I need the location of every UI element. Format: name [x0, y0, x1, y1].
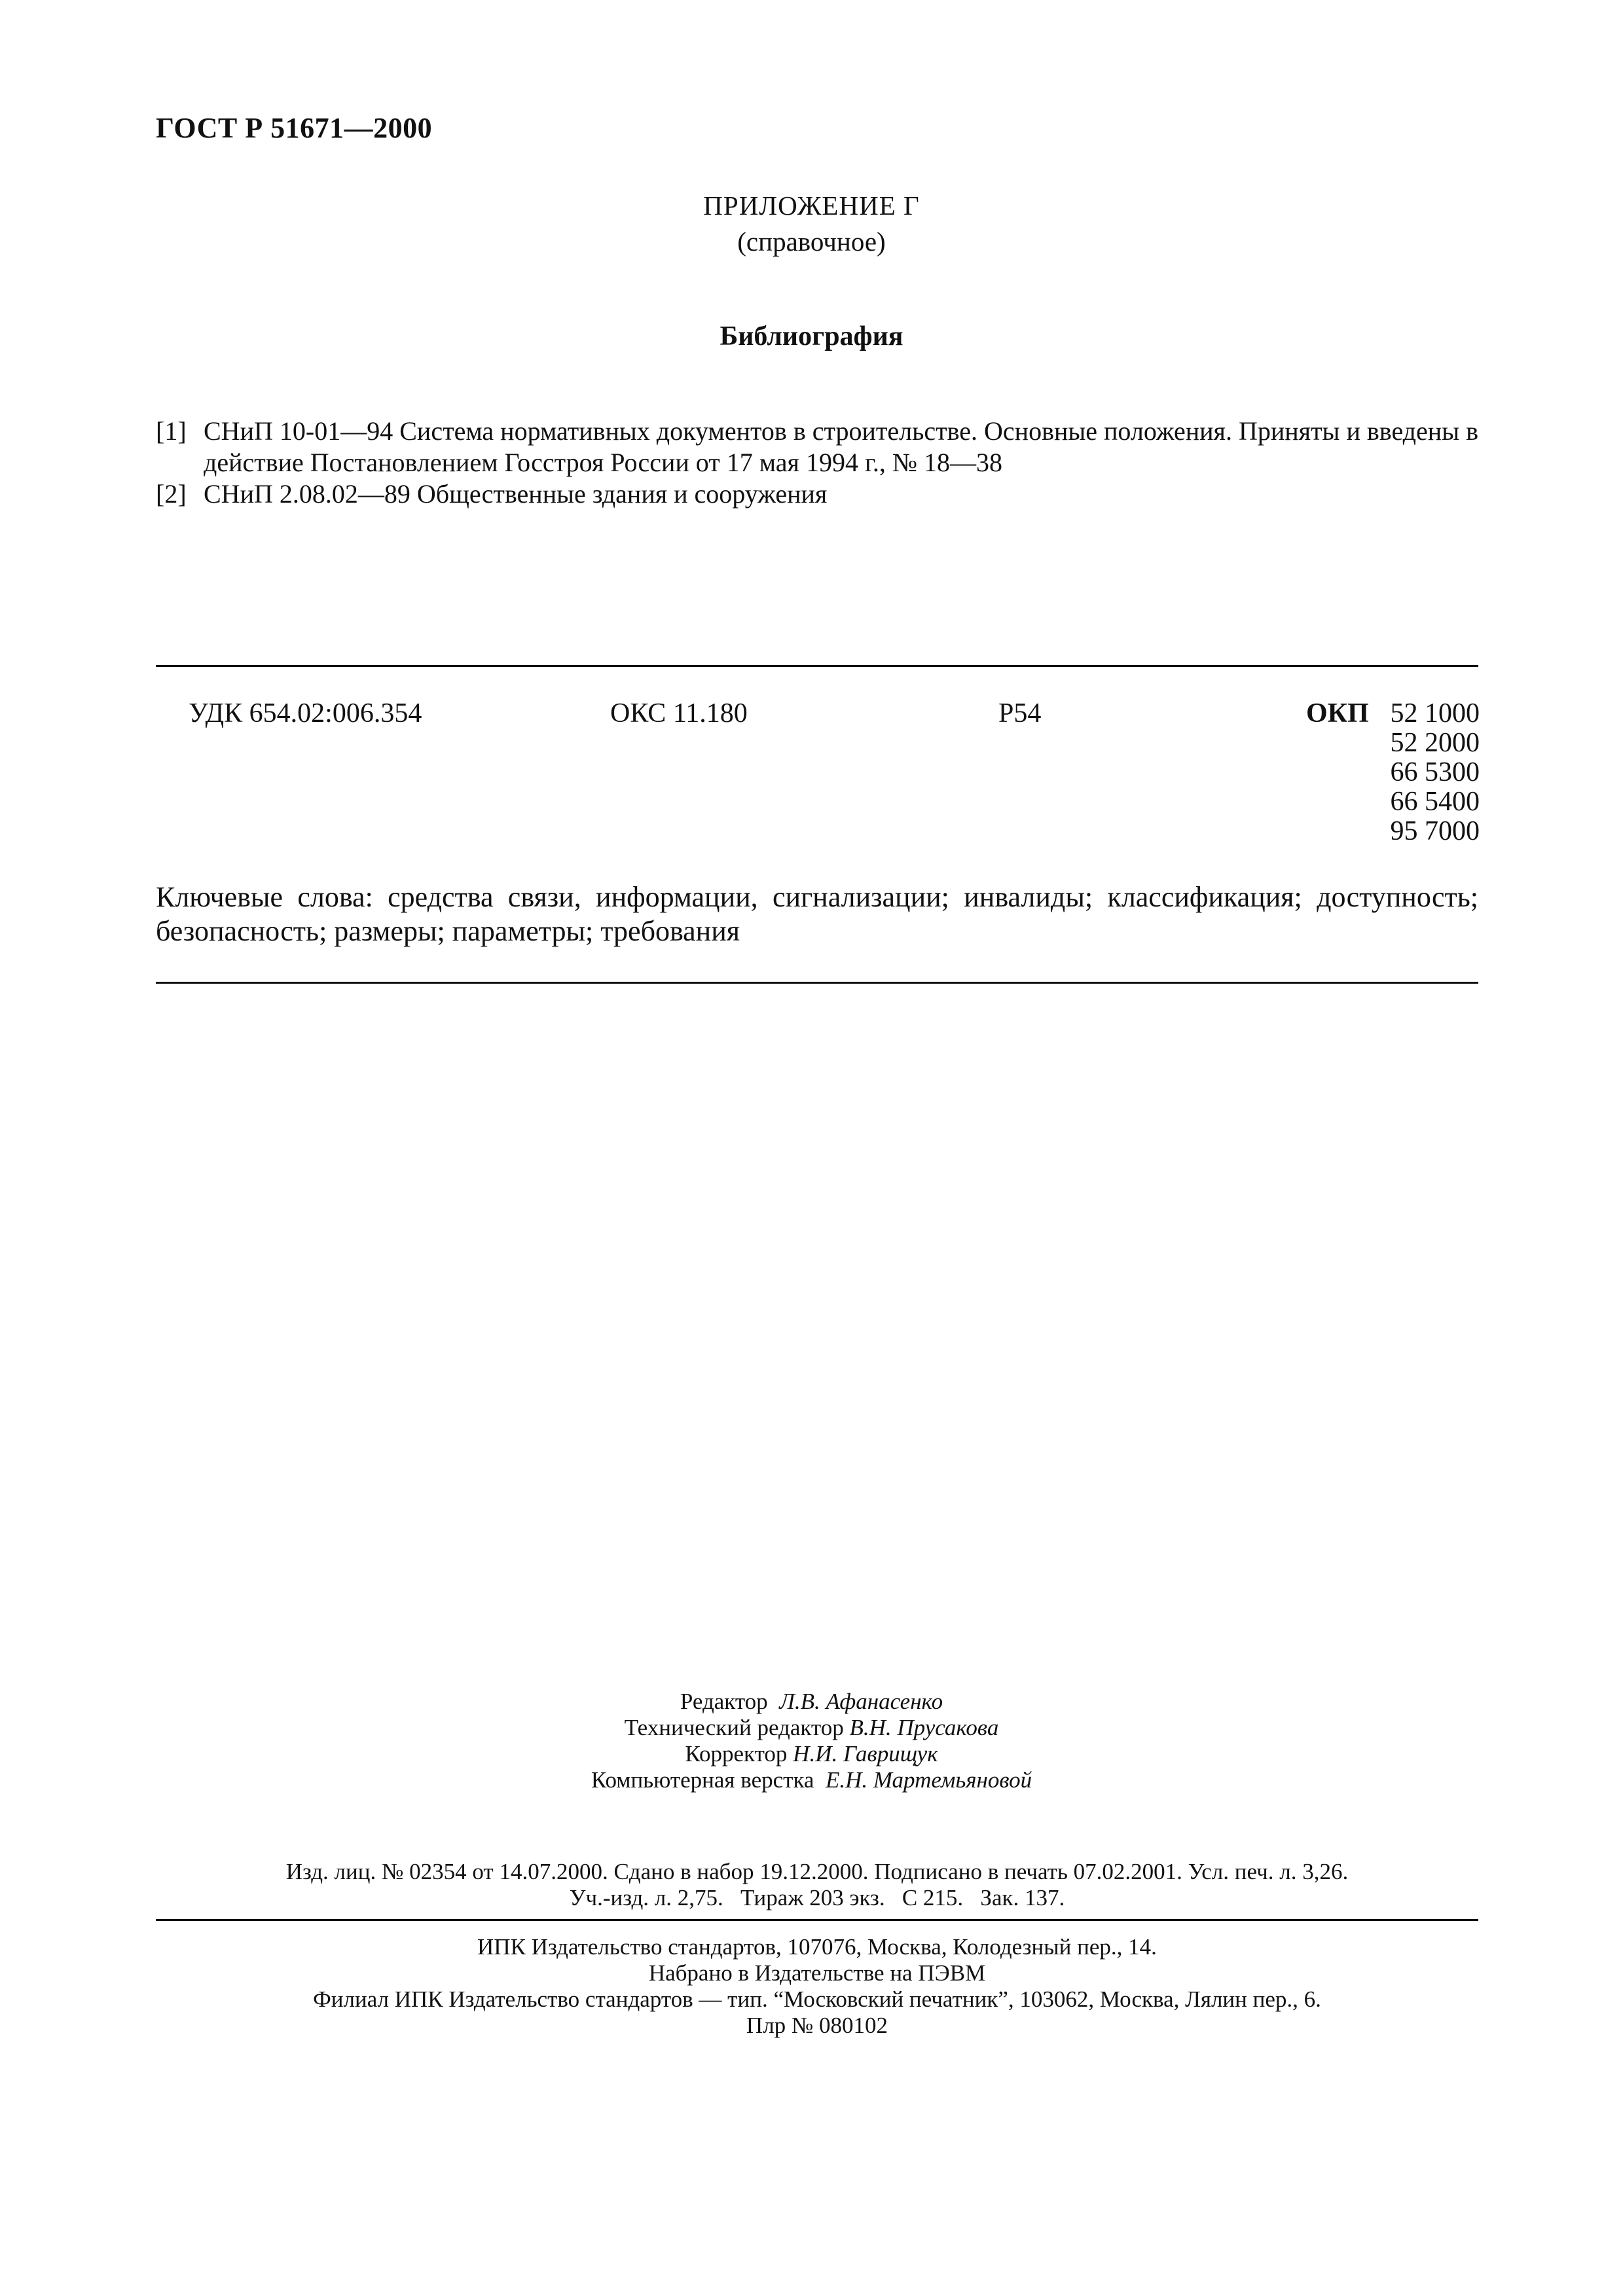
bibliography-item	[156, 478, 1478, 510]
credit-role: Технический редактор	[624, 1715, 844, 1740]
annex-title: ПРИЛОЖЕНИЕ Г	[703, 190, 920, 221]
printer-line: Набрано в Издательстве на ПЭВМ	[648, 1960, 986, 1986]
document-id: ГОСТ Р 51671—2000	[156, 112, 433, 144]
bibliography-item-number: [2]	[156, 479, 187, 509]
credits-block	[0, 1689, 1623, 1793]
credit-role: Редактор	[680, 1689, 768, 1714]
publication-info	[156, 1859, 1478, 1911]
credit-role: Корректор	[685, 1741, 788, 1767]
credit-tech-editor	[0, 1715, 1623, 1741]
okp-code: 66 5400	[1390, 787, 1480, 817]
bibliography-item-text: СНиП 2.08.02—89 Общественные здания и сооружения	[204, 479, 828, 509]
divider-bottom	[156, 1919, 1478, 1921]
credit-name: Л.В. Афанасенко	[779, 1689, 943, 1714]
okp-code: 66 5300	[1390, 757, 1480, 787]
credit-name: Н.И. Гаврищук	[793, 1741, 938, 1767]
printer-line: ИПК Издательство стандартов, 107076, Москва, Колодезный пер., 14.	[477, 1934, 1157, 1960]
credit-editor	[0, 1689, 1623, 1715]
printer-info	[156, 1934, 1478, 2039]
bibliography-heading: Библиография	[720, 321, 903, 351]
bibliography-item-number: [1]	[156, 416, 187, 446]
divider-top	[156, 665, 1478, 667]
udk-code: УДК 654.02:006.354	[189, 698, 422, 728]
bibliography-item	[156, 416, 1478, 478]
credit-name: В.Н. Прусакова	[849, 1715, 999, 1740]
publication-line: Изд. лиц. № 02354 от 14.07.2000. Сдано в набор 19.12.2000. Подписано в печать 07.02.2001. Усл. печ. л. 3,26.	[285, 1859, 1349, 1884]
keywords: Ключевые слова: средства связи, информации, сигнализации; инвалиды; классификация; доступность; безопасность; размеры; параметры; требования	[156, 881, 1478, 947]
divider-keywords	[156, 982, 1478, 984]
bibliography-list	[156, 416, 1478, 510]
credit-corrector	[0, 1741, 1623, 1767]
okp-code: 95 7000	[1390, 816, 1480, 846]
publication-line: Уч.-изд. л. 2,75. Тираж 203 экз. С 215. Зак. 137.	[569, 1885, 1065, 1910]
annex-subtitle: (справочное)	[737, 226, 886, 257]
printer-line: Плр № 080102	[746, 2013, 888, 2038]
okp-code: 52 1000	[1390, 698, 1480, 728]
printer-line: Филиал ИПК Издательство стандартов — тип. “Московский печатник”, 103062, Москва, Лялин пер., 6.	[313, 1986, 1321, 2012]
oks-code: ОКС 11.180	[610, 698, 748, 728]
credit-name: Е.Н. Мартемьяновой	[825, 1767, 1032, 1793]
credit-role: Компьютерная верстка	[591, 1767, 814, 1793]
okp-code: 52 2000	[1390, 728, 1480, 758]
r-code: Р54	[998, 698, 1042, 728]
bibliography-item-text: СНиП 10-01—94 Система нормативных документов в строительстве. Основные положения. Приняты и введены в действие Постановлением Госстроя России от 17 мая 1994 г., № 18—38	[204, 416, 1478, 477]
okp-label: ОКП	[1306, 698, 1369, 728]
credit-layout	[0, 1767, 1623, 1793]
okp-codes	[1381, 699, 1480, 846]
